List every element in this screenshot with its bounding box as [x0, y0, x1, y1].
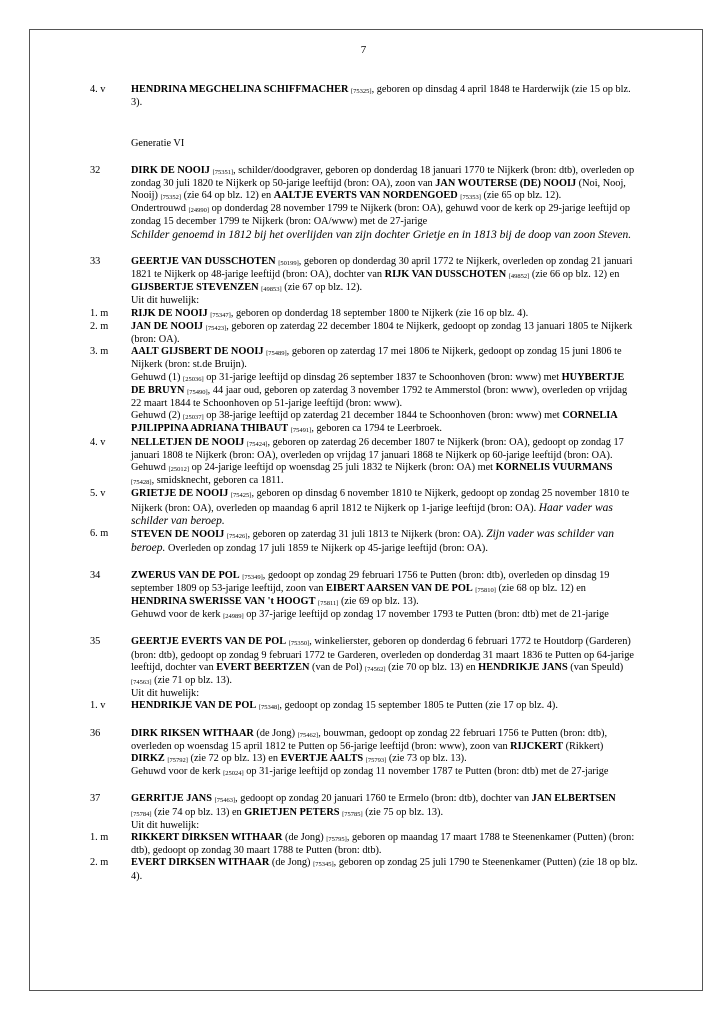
entry-number: 35 [90, 636, 101, 648]
father-name: JAN WOUTERSE (DE) NOOIJ [435, 177, 577, 189]
connector-text: (zie 64 op blz. 12) en [181, 190, 274, 202]
alias-text: (de Jong) [269, 857, 314, 869]
connector-text: (zie 68 op blz. 12) en [495, 582, 586, 594]
child-number: 2. m [90, 857, 109, 869]
person-details: , geboren op dinsdag 4 april 1848 te Harderwijk (zie 15 op blz. 3). [131, 84, 631, 109]
connector-text: (zie 74 op blz. 13) en [151, 806, 245, 818]
marriage-text: Gehuwd voor de kerk [131, 609, 224, 621]
mother-name: GRIETJEN PETERS [244, 806, 340, 818]
connector-text: (zie 69 op blz. 13). [338, 595, 419, 607]
person-details: , gedoopt op zondag 15 september 1805 te Putten (zie 17 op blz. 4). [279, 700, 558, 712]
record-ref: [75792] [167, 756, 188, 764]
generation-heading: Generatie VI [131, 138, 185, 150]
child-number: 1. m [90, 307, 109, 319]
document-body [90, 84, 638, 883]
person-details: , geboren op zaterdag 26 december 1807 te Nijkerk (bron: OA), gedoopt op zondag 17 januari 1808 te Nijkerk (bron: OA), overleden op vrijdag 17 januari 1868 te Nijkerk op 60-jarige leeftijd (bron: OA). [131, 436, 624, 461]
entry-number: 37 [90, 793, 101, 805]
mother-name: HENDRIKJE JANS [478, 661, 568, 673]
record-ref: [75425] [230, 492, 252, 500]
record-ref: [75793] [365, 756, 387, 764]
entry-34 [90, 570, 638, 623]
person-name: JAN DE NOOIJ [131, 320, 204, 332]
entry-35 [90, 636, 638, 700]
record-ref: [75463] [214, 797, 236, 805]
person-details: , winkelierster, geboren op donderdag 6 februari 1772 te Houtdorp (Garderen) (bron: dtb), gedoopt op zondag 9 februari 1772 te Garderen, overleden op donderdag 31 maart 1836 te Putten op 64-jarige leeftijd, dochter van [131, 636, 634, 673]
person-name: AALT GIJSBERT DE NOOIJ [131, 346, 264, 358]
person-name: DIRK DE NOOIJ [131, 164, 210, 176]
marriage-text: op 31-jarige leeftijd op zondag 11 november 1787 te Putten (bron: dtb) met de 27-jarige [243, 766, 609, 778]
record-ref: [75811] [318, 599, 339, 607]
marriage-text: Gehuwd (2) [131, 410, 184, 422]
person-name: RIKKERT DIRKSEN WITHAAR [131, 831, 283, 843]
spouse-name: CORNELIA PJILIPPINA ADRIANA THIBAUT [131, 410, 618, 435]
entry-37 [90, 793, 638, 832]
record-ref: [49853] [261, 286, 282, 294]
person-details: , geboren op zaterdag 17 mei 1806 te Nijkerk, gedoopt op zondag 15 juni 1806 te Nijkerk (bron: st.de Bruijn). [131, 346, 622, 371]
record-ref: [25037] [183, 414, 204, 422]
record-ref: [75810] [475, 586, 496, 594]
record-ref: [75428] [131, 479, 152, 487]
spouse-details: , geboren ca 1794 te Leerbroek. [311, 423, 442, 435]
connector-text: (zie 71 op blz. 13). [151, 674, 232, 686]
entry-number: 33 [90, 255, 101, 267]
spouse-name: KORNELIS VUURMANS [495, 462, 613, 474]
marriage-text: op 24-jarige leeftijd op woensdag 25 juli 1832 te Nijkerk (bron: OA) met [189, 462, 496, 474]
record-ref: [75325] [350, 88, 372, 95]
person-details: , geboren op zaterdag 31 juli 1813 te Nijkerk (bron: OA). [247, 529, 487, 541]
record-ref: [75785] [342, 810, 363, 818]
record-ref: [74563] [131, 678, 152, 686]
marriage-text: op 38-jarige leeftijd op zaterdag 21 december 1844 te Schoonhoven (bron: www) met [203, 410, 563, 422]
alias-text: (de Jong) [282, 831, 327, 843]
person-details: , geboren op donderdag 18 september 1800 te Nijkerk (zie 16 op blz. 4). [230, 307, 529, 319]
mother-name: AALTJE EVERTS VAN NORDENGOED [273, 190, 458, 202]
person-details: , schilder/doodgraver, geboren op donderdag 18 januari 1770 te Nijkerk (bron: dtb), overleden op zondag 30 juli 1820 te Nijkerk op 50-jarige leeftijd (bron: OA), zoon van [131, 164, 635, 189]
record-ref: [75350] [288, 640, 310, 648]
person-name: ZWERUS VAN DE POL [131, 569, 240, 581]
person-name: DIRK RIKSEN WITHAAR [131, 727, 254, 739]
child-entry [90, 700, 638, 713]
alias-text: (Noi, Nooj, Nooij) [131, 177, 626, 202]
connector-text: (zie 66 op blz. 12) en [529, 269, 620, 281]
person-name: GERRITJE JANS [131, 793, 212, 805]
record-ref: [49852] [508, 273, 530, 281]
record-ref: [75353] [460, 194, 481, 202]
person-name: HENDRIKJE VAN DE POL [131, 700, 257, 712]
father-name: EIBERT AARSEN VAN DE POL [326, 582, 473, 594]
child-number: 1. m [90, 831, 109, 843]
entry-note: Haar vader was schilder van beroep. [131, 501, 613, 527]
child-entry [90, 346, 638, 436]
child-number: 6. m [90, 528, 109, 540]
entry-36 [90, 728, 638, 780]
alias-text: (van Speuld) [567, 661, 624, 673]
child-entry [90, 321, 638, 346]
record-ref: [75490] [187, 388, 208, 396]
alias-text: (van de Pol) [309, 661, 365, 673]
child-entry [90, 857, 638, 882]
record-ref: [24989] [223, 613, 244, 621]
entry-note: Schilder genoemd in 1812 bij het overlijden van zijn dochter Grietje en in 1813 bij de doop van zoon Steven. [131, 228, 632, 241]
record-ref: [75784] [131, 810, 152, 818]
child-entry [90, 437, 638, 489]
record-ref: [75489] [266, 350, 287, 358]
record-ref: [50199] [278, 259, 299, 267]
record-ref: [75462] [297, 731, 319, 739]
child-entry [90, 528, 638, 555]
person-details: , gedoopt op zondag 20 januari 1760 te Ermelo (bron: dtb), dochter van [235, 793, 532, 805]
record-ref: [75795] [326, 835, 347, 843]
connector-text: (zie 70 op blz. 13) en [385, 661, 479, 673]
child-entry [90, 832, 638, 857]
person-details: , geboren op zondag 25 juli 1790 te Steenenkamer (Putten) (zie 18 op blz. 4). [131, 857, 638, 882]
entry-note: Zijn vader was schilder van beroep. [131, 528, 614, 555]
record-ref: [75347] [210, 311, 231, 319]
person-details: , geboren op dinsdag 6 november 1810 te Nijkerk, gedoopt op zondag 25 november 1810 te Nijkerk (bron: OA), overleden op maandag 6 april 1812 te Nijkerk op 1-jarige leeftijd (bron: OA). [131, 488, 630, 514]
child-number: 1. v [90, 700, 106, 712]
child-number: 4. v [90, 84, 106, 95]
mother-name: GIJSBERTJE STEVENZEN [131, 282, 259, 294]
father-name: RIJCKERT [510, 740, 564, 752]
record-ref: [75426] [226, 533, 248, 541]
entry-32 [90, 165, 638, 242]
father-name-suffix: DIRKZ [131, 752, 165, 764]
record-ref: [75491] [290, 427, 312, 435]
record-ref: [75424] [246, 440, 268, 448]
marriage-text: Ondertrouwd [131, 203, 189, 215]
spouse-details: , 44 jaar oud, geboren op zaterdag 3 november 1792 te Ammerstol (bron: www), overleden op vrijdag 22 maart 1844 te Schoonhoven op 51-jarige leeftijd (bron: www). [131, 384, 628, 410]
connector-text: (zie 75 op blz. 13). [362, 806, 444, 818]
children-heading: Uit dit huwelijk: [131, 819, 200, 831]
record-ref: [75351] [212, 168, 234, 176]
marriage-text: op donderdag 28 november 1799 te Nijkerk (bron: OA), gehuwd voor de kerk op 29-jarige leeftijd op zondag 15 december 1799 te Nijkerk (bron: OA/www) met de 27-jarige [131, 203, 630, 228]
person-details: , gedoopt op zondag 29 februari 1756 te Putten (bron: dtb), overleden op dinsdag 19 september 1809 op 53-jarige leeftijd, zoon van [131, 569, 610, 594]
record-ref: [75352] [160, 194, 182, 202]
entry-33 [90, 256, 638, 308]
person-details: , geboren op zaterdag 22 december 1804 te Nijkerk, gedoopt op zondag 13 januari 1805 te Nijkerk (bron: OA). [131, 320, 633, 346]
entry-number: 34 [90, 569, 101, 581]
top-child-entry [90, 84, 638, 109]
record-ref: [74562] [364, 665, 386, 673]
record-ref: [75423] [205, 324, 227, 332]
page-number: 7 [360, 44, 367, 56]
person-name: HENDRINA MEGCHELINA SCHIFFMACHER [131, 84, 349, 95]
person-name: RIJK DE NOOIJ [131, 307, 208, 319]
marriage-text: Gehuwd [131, 462, 169, 474]
alias-text: (Rikkert) [563, 740, 604, 752]
mother-name: EVERTJE AALTS [280, 752, 364, 764]
person-name: GRIETJE DE NOOIJ [131, 488, 229, 500]
children-heading: Uit dit huwelijk: [131, 688, 200, 700]
record-ref: [75348] [258, 704, 280, 712]
child-number: 5. v [90, 488, 106, 500]
person-name: GEERTJE EVERTS VAN DE POL [131, 636, 287, 648]
person-details: , geboren op donderdag 30 april 1772 te Nijkerk, overleden op zondag 21 januari 1821 te Nijkerk op 48-jarige leeftijd (bron: OA), dochter van [131, 255, 633, 281]
father-name: RIJK VAN DUSSCHOTEN [384, 269, 507, 281]
children-heading: Uit dit huwelijk: [131, 295, 200, 307]
child-entry [90, 308, 638, 321]
record-ref: [25024] [223, 770, 244, 778]
record-ref: [25012] [168, 466, 190, 474]
child-number: 2. m [90, 320, 109, 332]
father-name: JAN ELBERTSEN [531, 793, 616, 805]
father-name: EVERT BEERTZEN [216, 661, 310, 673]
record-ref: [25036] [183, 375, 204, 383]
connector-text: (zie 65 op blz. 12). [480, 190, 562, 202]
person-name: STEVEN DE NOOIJ [131, 529, 225, 541]
person-details: Overleden op zondag 17 juli 1859 te Nijkerk op 45-jarige leeftijd (bron: OA). [165, 543, 488, 555]
connector-text: (zie 72 op blz. 13) en [187, 752, 281, 764]
marriage-text: op 31-jarige leeftijd op dinsdag 26 september 1837 te Schoonhoven (bron: www) met [203, 371, 562, 383]
connector-text: (zie 73 op blz. 13). [386, 752, 467, 764]
entry-number: 32 [90, 164, 101, 176]
child-number: 3. m [90, 346, 109, 358]
alias-text: (de Jong) [253, 727, 298, 739]
person-details: , geboren op maandag 17 maart 1788 te Steenenkamer (Putten) (bron: dtb), gedoopt op zondag 30 maart 1788 te Putten (bron: dtb). [131, 831, 635, 857]
marriage-text: op 37-jarige leeftijd op zondag 17 november 1793 te Putten (bron: dtb) met de 21-jarige [243, 609, 609, 621]
person-name: GEERTJE VAN DUSSCHOTEN [131, 255, 276, 267]
connector-text: (zie 67 op blz. 12). [281, 282, 363, 294]
child-number: 4. v [90, 436, 106, 448]
record-ref: [75345] [313, 861, 334, 869]
person-name: NELLETJEN DE NOOIJ [131, 436, 245, 448]
child-entry [90, 488, 638, 528]
marriage-text: Gehuwd voor de kerk [131, 766, 224, 778]
person-details: , bouwman, gedoopt op zondag 22 februari 1756 te Putten (bron: dtb), overleden op woensdag 15 april 1812 te Putten op 56-jarige leeftijd (bron: www), zoon van [131, 727, 608, 752]
person-name: EVERT DIRKSEN WITHAAR [131, 857, 270, 869]
entry-number: 36 [90, 727, 101, 739]
record-ref: [75349] [242, 573, 263, 581]
spouse-details: , smidsknecht, geboren ca 1811. [151, 475, 284, 487]
mother-name: HENDRINA SWERISSE VAN 't HOOGT [131, 595, 316, 607]
spouse-name: HUYBERTJE DE BRUYN [131, 371, 625, 396]
marriage-text: Gehuwd (1) [131, 371, 184, 383]
record-ref: [24990] [188, 207, 210, 215]
